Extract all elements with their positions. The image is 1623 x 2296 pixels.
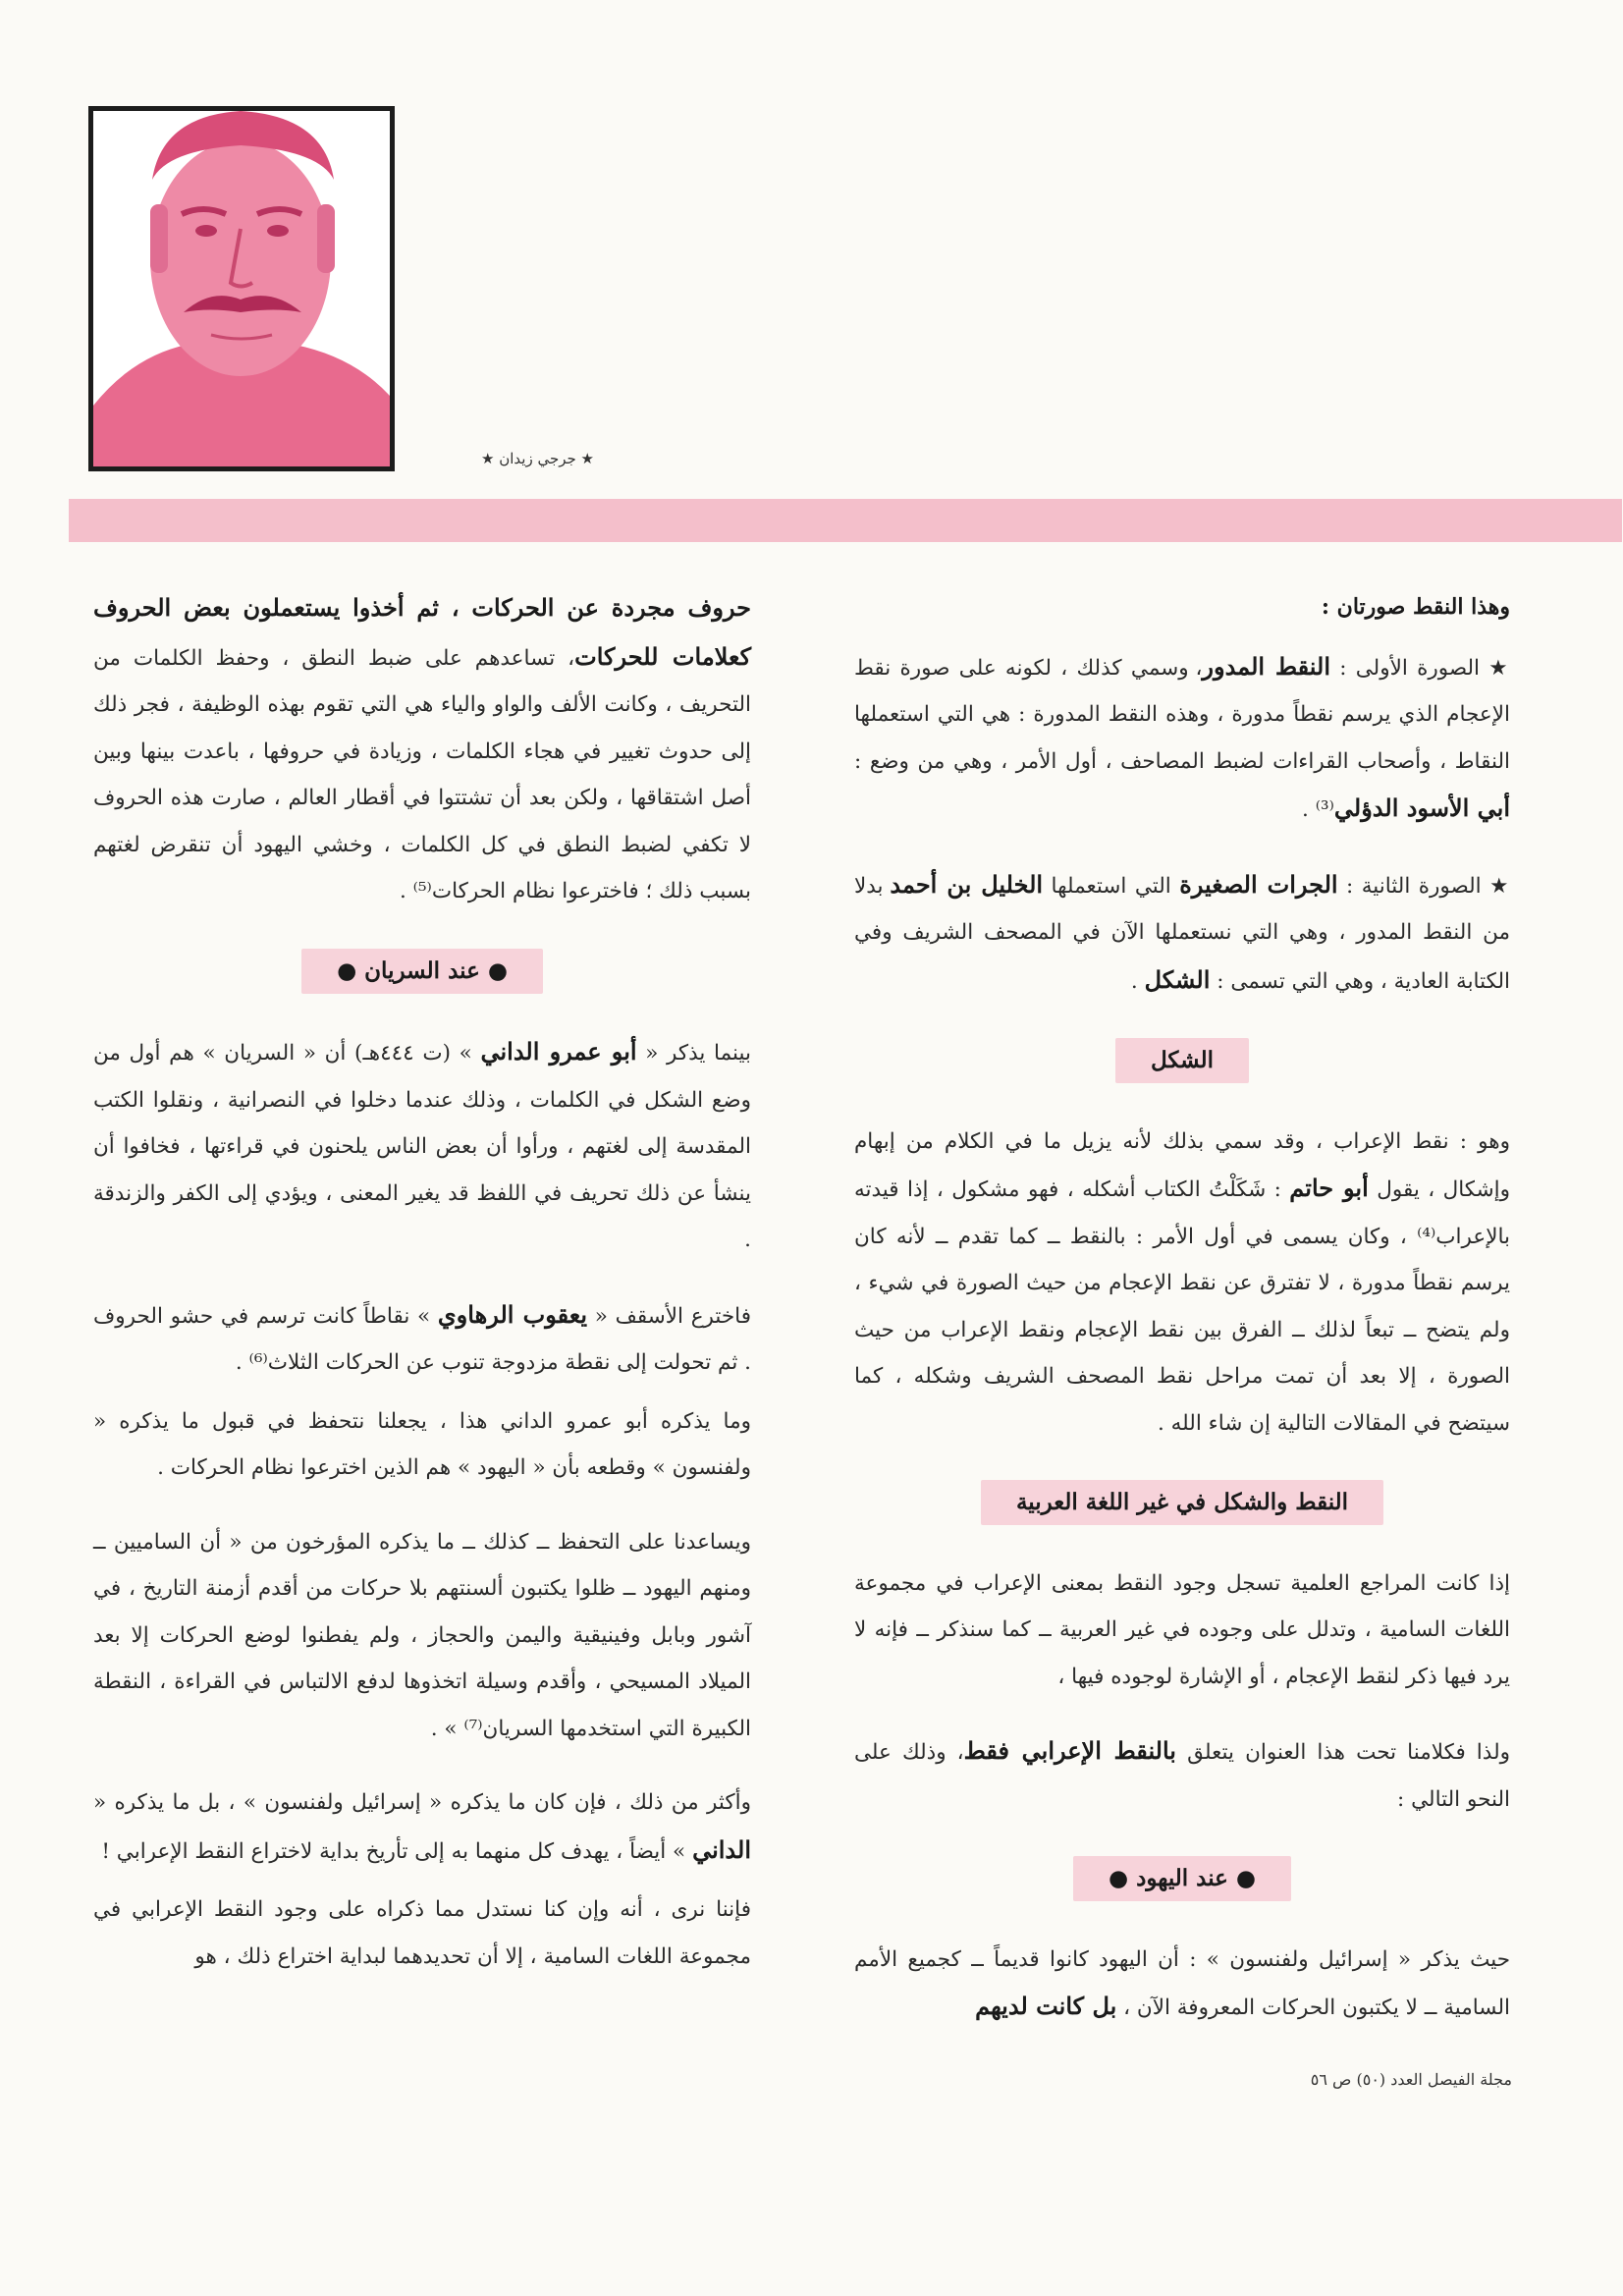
paragraph: وأكثر من ذلك ، فإن كان ما يذكره « إسرائيل ولفنسون » ، بل ما يذكره « الداني » أيضاً ، يهدف كل منهما به إلى تأريخ بداية لاختراع النقط الإعرابي !	[93, 1790, 751, 1864]
section-heading: النقط والشكل في غير اللغة العربية	[981, 1480, 1383, 1525]
paragraph: وهذا النقط صورتان :	[1321, 594, 1510, 620]
section-heading: الشكل	[1115, 1038, 1249, 1083]
paragraph: ولذا فكلامنا تحت هذا العنوان يتعلق بالنقط الإعرابي فقط، وذلك على النحو التالي :	[854, 1736, 1511, 1812]
paragraph: وما يذكره أبو عمرو الداني هذا ، يجعلنا نتحفظ في قبول ما يذكره « ولفنسون » وقطعه بأن « اليهود » هم الذين اخترعوا نظام الحركات .	[93, 1408, 751, 1480]
paragraph: حروف مجردة عن الحركات ، ثم أخذوا يستعملون بعض الحروف كعلامات للحركات، تساعدهم على ضبط النطق ، وحفظ الكلمات من التحريف ، وكانت الألف والواو والياء هي التي تقوم بهذه الوظيفة ، فجر ذلك إلى حدوث تغيير في هجاء الكلمات ، وزيادة في حروفها ، باعدت بينها وبين أصل اشتقاقها ، ولكن بعد أن تشتتوا في أقطار العالم ، صارت هذه الحروف لا تكفي لضبط النطق في كل الكلمات ، وخشي اليهود أن تنقرض لغتهم بسبب ذلك ؛ فاخترعوا نظام الحركات⁽⁵⁾ .	[93, 593, 752, 903]
portrait-photo	[88, 106, 395, 471]
paragraph: فاخترع الأسقف « يعقوب الرهاوي » نقاطاً كانت ترسم في حشو الحروف . ثم تحولت إلى نقطة مزدوجة تنوب عن الحركات الثلاث⁽⁶⁾ .	[93, 1299, 751, 1375]
decorative-band	[69, 499, 1622, 542]
paragraph: ★ الصورة الثانية : الجرات الصغيرة التي استعملها الخليل بن أحمد بدلا من النقط المدور ، وهي التي نستعملها الآن في المصحف الشريف وفي الكتابة العادية ، وهي التي تسمى : الشكل .	[854, 869, 1510, 994]
section-heading: ● عند السريان ●	[301, 949, 543, 994]
paragraph: ★ الصورة الأولى : النقط المدور، وسمي كذلك ، لكونه على صورة نقط الإعجام الذي يرسم نقطاً مدورة ، وهذه النقط المدورة : هي التي استعملها النقاط ، وأصحاب القراءات لضبط المصاحف ، أول الأمر ، وهي من وضع : أبي الأسود الدؤلي⁽³⁾ .	[854, 651, 1510, 822]
portrait-image	[93, 111, 390, 466]
paragraph: فإننا نرى ، أنه وإن كنا نستدل مما ذكراه على وجود النقط الإعرابي في مجموعة اللغات السامية ، إلا أن تحديدهما لبداية اختراع ذلك ، هو	[93, 1897, 751, 1969]
page-footer: مجلة الفيصل العدد (٥٠) ص ٥٦	[1310, 2070, 1512, 2089]
right-column	[854, 584, 1510, 2059]
paragraph: إذا كانت المراجع العلمية تسجل وجود النقط بمعنى الإعراب في مجموعة اللغات السامية ، وتدلل على وجوده في غير العربية ــ كما سنذكر ــ فإنه لا يرد فيها ذكر لنقط الإعجام ، أو الإشارة لوجوده فيها ،	[854, 1570, 1510, 1689]
paragraph: حيث يذكر « إسرائيل ولفنسون » : أن اليهود كانوا قديماً ــ كجميع الأمم السامية ــ لا يكتبون الحركات المعروفة الآن ، بل كانت لديهم	[854, 1946, 1510, 2020]
paragraph: ويساعدنا على التحفظ ــ كذلك ــ ما يذكره المؤرخون من « أن الساميين ــ ومنهم اليهود ــ ظلوا يكتبون ألسنتهم بلا حركات من أقدم أزمنة التاريخ ، في آشور وبابل وفينيقية واليمن والحجاز ، ولم يفطنوا لوضع الحركات إلا بعد الميلاد المسيحي ، وأقدم وسيلة اتخذوها لدفع الالتباس في القراءة ، النقطة الكبيرة التي استخدمها السريان⁽⁷⁾ » .	[93, 1529, 751, 1741]
paragraph: وهو : نقط الإعراب ، وقد سمي بذلك لأنه يزيل ما في الكلام من إبهام وإشكال ، يقول أبو حاتم : شَكَلْتُ الكتاب أشكله ، فهو مشكول ، إذا قيدته بالإعراب⁽⁴⁾ ، وكان يسمى في أول الأمر : بالنقط ــ كما تقدم ــ لأنه كان يرسم نقطاً مدورة ، لا تفترق عن نقط الإعجام من حيث الصورة في شيء ، ولم يتضح ــ تبعاً لذلك ــ الفرق بين نقط الإعجام ونقط الإعراب من حيث الصورة ، إلا بعد أن تمت مراحل نقط المصحف الشريف وشكله ، كما سيتضح في المقالات التالية إن شاء الله .	[854, 1128, 1510, 1436]
section-heading: ● عند اليهود ●	[1073, 1856, 1291, 1901]
paragraph: بينما يذكر « أبو عمرو الداني » (ت ٤٤٤هـ) أن « السريان » هم أول من وضع الشكل في الكلمات ، وذلك عندما دخلوا في النصرانية ، ونقلوا الكتب المقدسة إلى لغتهم ، ورأوا أن بعض الناس يلحنون في قراءتها ، فخافوا أن ينشأ عن ذلك تحريف في اللفظ قد يغير المعنى ، ويؤدي إلى الكفر والزندقة .	[93, 1037, 751, 1252]
left-column	[93, 584, 751, 2007]
portrait-caption: ★ جرجي زيدان ★	[481, 450, 594, 467]
